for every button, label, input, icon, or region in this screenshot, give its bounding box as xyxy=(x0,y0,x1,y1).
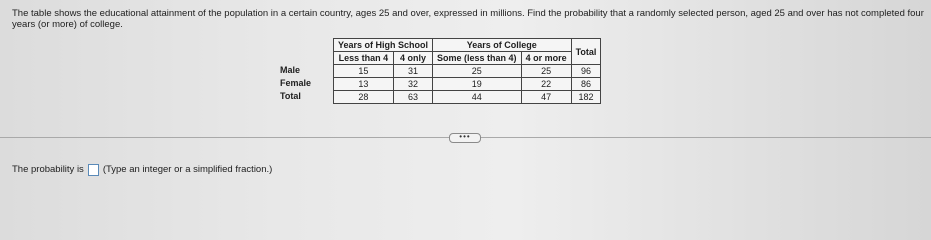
table-cell: 28 xyxy=(334,91,394,104)
answer-line xyxy=(12,164,272,176)
table-cell: 13 xyxy=(334,78,394,91)
table-row xyxy=(334,65,601,78)
table-cell: 22 xyxy=(521,78,571,91)
row-label-male: Male xyxy=(280,65,301,75)
header-4-only: 4 only xyxy=(393,52,432,65)
header-college: Years of College xyxy=(433,39,572,52)
row-labels xyxy=(280,64,311,103)
table-cell: 32 xyxy=(393,78,432,91)
table-cell: 47 xyxy=(521,91,571,104)
table-cell: 25 xyxy=(433,65,522,78)
answer-input[interactable] xyxy=(88,164,99,176)
header-high-school: Years of High School xyxy=(334,39,433,52)
table-cell: 63 xyxy=(393,91,432,104)
answer-hint: (Type an integer or a simplified fraction.) xyxy=(102,164,273,175)
table-row xyxy=(334,91,601,104)
table-cell: 44 xyxy=(433,91,522,104)
row-label-female: Female xyxy=(280,78,312,88)
question-text: The table shows the educational attainment of the population in a certain country, ages 25 and over, expressed in millions. Find the probability that a randomly selected person, aged 25 and over has not completed four years (or more) of college. xyxy=(12,8,924,30)
table-row xyxy=(334,78,601,91)
table-cell: 19 xyxy=(433,78,522,91)
table-cell: 25 xyxy=(521,65,571,78)
table-cell: 15 xyxy=(334,65,394,78)
table-cell: 182 xyxy=(571,91,601,104)
header-4-or-more: 4 or more xyxy=(521,52,571,65)
answer-prefix: The probability is xyxy=(12,164,84,175)
more-options-button[interactable]: ••• xyxy=(449,133,481,143)
row-label-total: Total xyxy=(280,91,301,101)
header-less-than-4: Less than 4 xyxy=(334,52,394,65)
header-some-college: Some (less than 4) xyxy=(433,52,522,65)
header-total: Total xyxy=(571,39,601,65)
data-table xyxy=(333,38,601,104)
table-cell: 86 xyxy=(571,78,601,91)
table-cell: 31 xyxy=(393,65,432,78)
table-cell: 96 xyxy=(571,65,601,78)
